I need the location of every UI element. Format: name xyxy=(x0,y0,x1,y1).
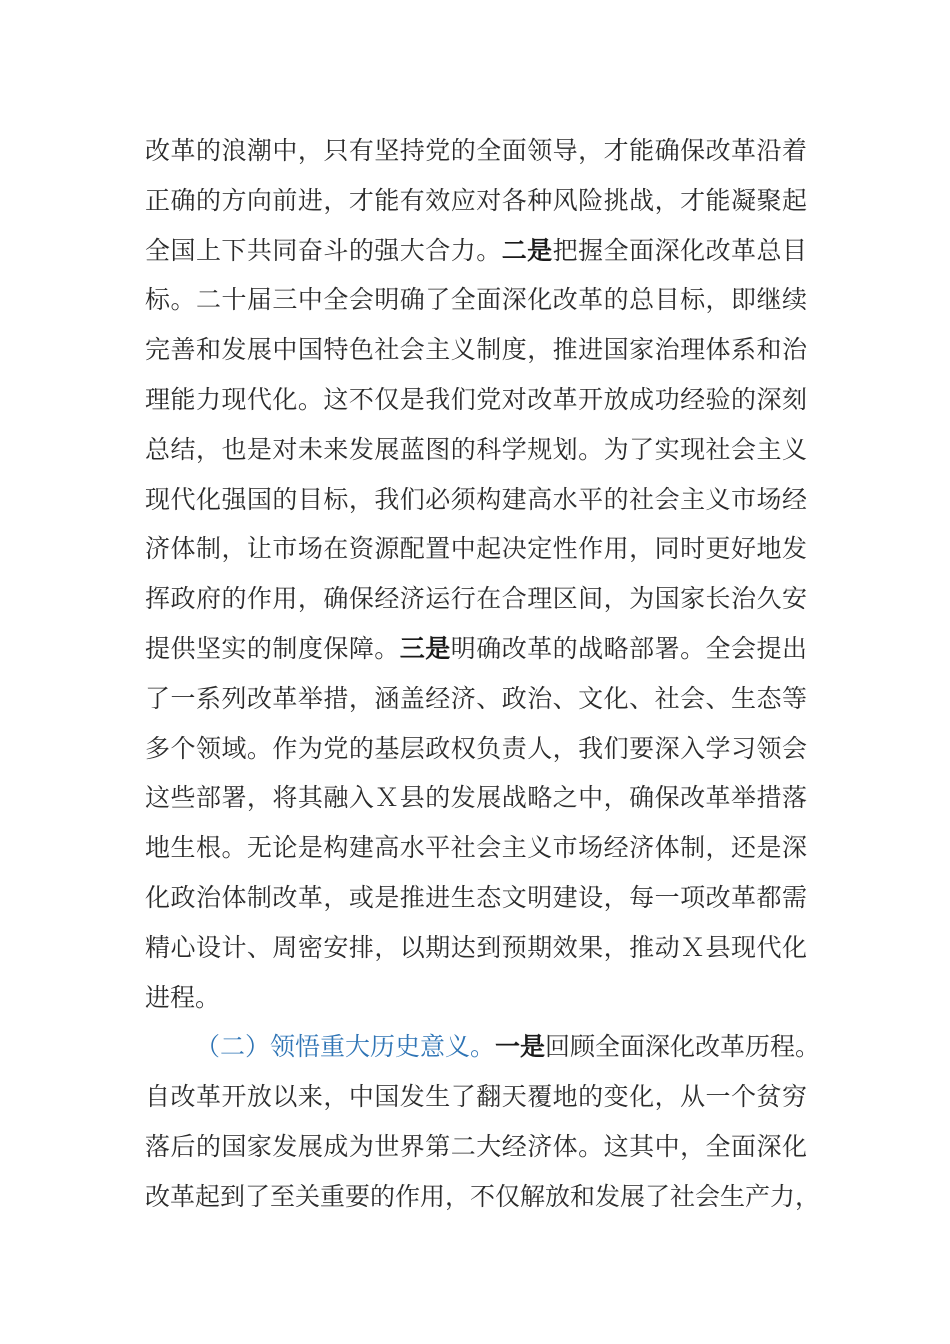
text-line xyxy=(145,823,807,873)
body-text: 正确的方向前进，才能有效应对各种风险挑战，才能凝聚起 xyxy=(145,185,807,215)
text-line xyxy=(145,873,807,923)
text-line xyxy=(145,624,807,674)
text-line xyxy=(145,574,807,624)
body-text: 理能力现代化。这不仅是我们党对改革开放成功经验的深刻 xyxy=(145,384,807,414)
paragraph-2 xyxy=(145,1022,821,1221)
text-line xyxy=(145,226,807,276)
text-line xyxy=(145,275,807,325)
body-text: 这些部署，将其融入Ｘ县的发展战略之中，确保改革举措落 xyxy=(145,783,807,813)
text-line xyxy=(145,524,807,574)
text-line xyxy=(145,724,807,774)
body-text: 改革的浪潮中，只有坚持党的全面领导，才能确保改革沿着 xyxy=(145,136,807,165)
body-text: 挥政府的作用，确保经济运行在合理区间，为国家长治久安 xyxy=(145,584,807,614)
emphasis-text: 三是 xyxy=(399,633,451,663)
body-text: 回顾全面深化改革历程。 xyxy=(545,1032,821,1062)
text-line xyxy=(145,923,807,973)
body-text: 济体制，让市场在资源配置中起决定性作用，同时更好地发 xyxy=(145,534,807,564)
text-line xyxy=(145,475,807,525)
body-text: 了一系列改革举措，涵盖经济、政治、文化、社会、生态等 xyxy=(145,683,807,713)
text-line xyxy=(145,674,807,724)
body-text: 落后的国家发展成为世界第二大经济体。这其中，全面深化 xyxy=(145,1131,807,1161)
section-heading: （二）领悟重大历史意义。 xyxy=(195,1032,496,1062)
body-text: 把握全面深化改革总目 xyxy=(552,235,807,265)
text-line xyxy=(145,1022,821,1072)
body-text: 全国上下共同奋斗的强大合力。 xyxy=(145,235,502,265)
text-line xyxy=(145,126,807,176)
emphasis-text: 一是 xyxy=(495,1032,546,1062)
text-line xyxy=(145,1172,821,1222)
emphasis-text: 二是 xyxy=(501,235,553,265)
body-text: 化政治体制改革，或是推进生态文明建设，每一项改革都需 xyxy=(145,882,807,912)
body-text: 地生根。无论是构建高水平社会主义市场经济体制，还是深 xyxy=(145,833,807,863)
text-line xyxy=(145,425,807,475)
body-text: 明确改革的战略部署。全会提出 xyxy=(450,633,807,663)
text-line xyxy=(145,375,807,425)
text-line xyxy=(145,1072,807,1122)
body-text: 提供坚实的制度保障。 xyxy=(145,633,400,663)
body-text: 完善和发展中国特色社会主义制度，推进国家治理体系和治 xyxy=(145,335,807,365)
text-line xyxy=(145,176,807,226)
text-line xyxy=(145,973,807,1023)
text-line xyxy=(145,325,807,375)
body-text: 总结，也是对未来发展蓝图的科学规划。为了实现社会主义 xyxy=(145,434,807,464)
text-line xyxy=(145,773,807,823)
body-text: 多个领域。作为党的基层政权负责人，我们要深入学习领会 xyxy=(145,733,807,763)
body-text: 进程。 xyxy=(145,982,221,1012)
paragraph-1 xyxy=(145,126,807,1022)
body-text: 精心设计、周密安排，以期达到预期效果，推动Ｘ县现代化 xyxy=(145,932,807,962)
document-body xyxy=(145,126,821,1222)
body-text: 自改革开放以来，中国发生了翻天覆地的变化，从一个贫穷 xyxy=(145,1082,807,1112)
text-line xyxy=(145,1122,807,1172)
body-text: 现代化强国的目标，我们必须构建高水平的社会主义市场经 xyxy=(145,484,807,514)
body-text: 标。二十届三中全会明确了全面深化改革的总目标，即继续 xyxy=(145,285,807,315)
body-text: 改革起到了至关重要的作用，不仅解放和发展了社会生产力， xyxy=(145,1181,821,1211)
